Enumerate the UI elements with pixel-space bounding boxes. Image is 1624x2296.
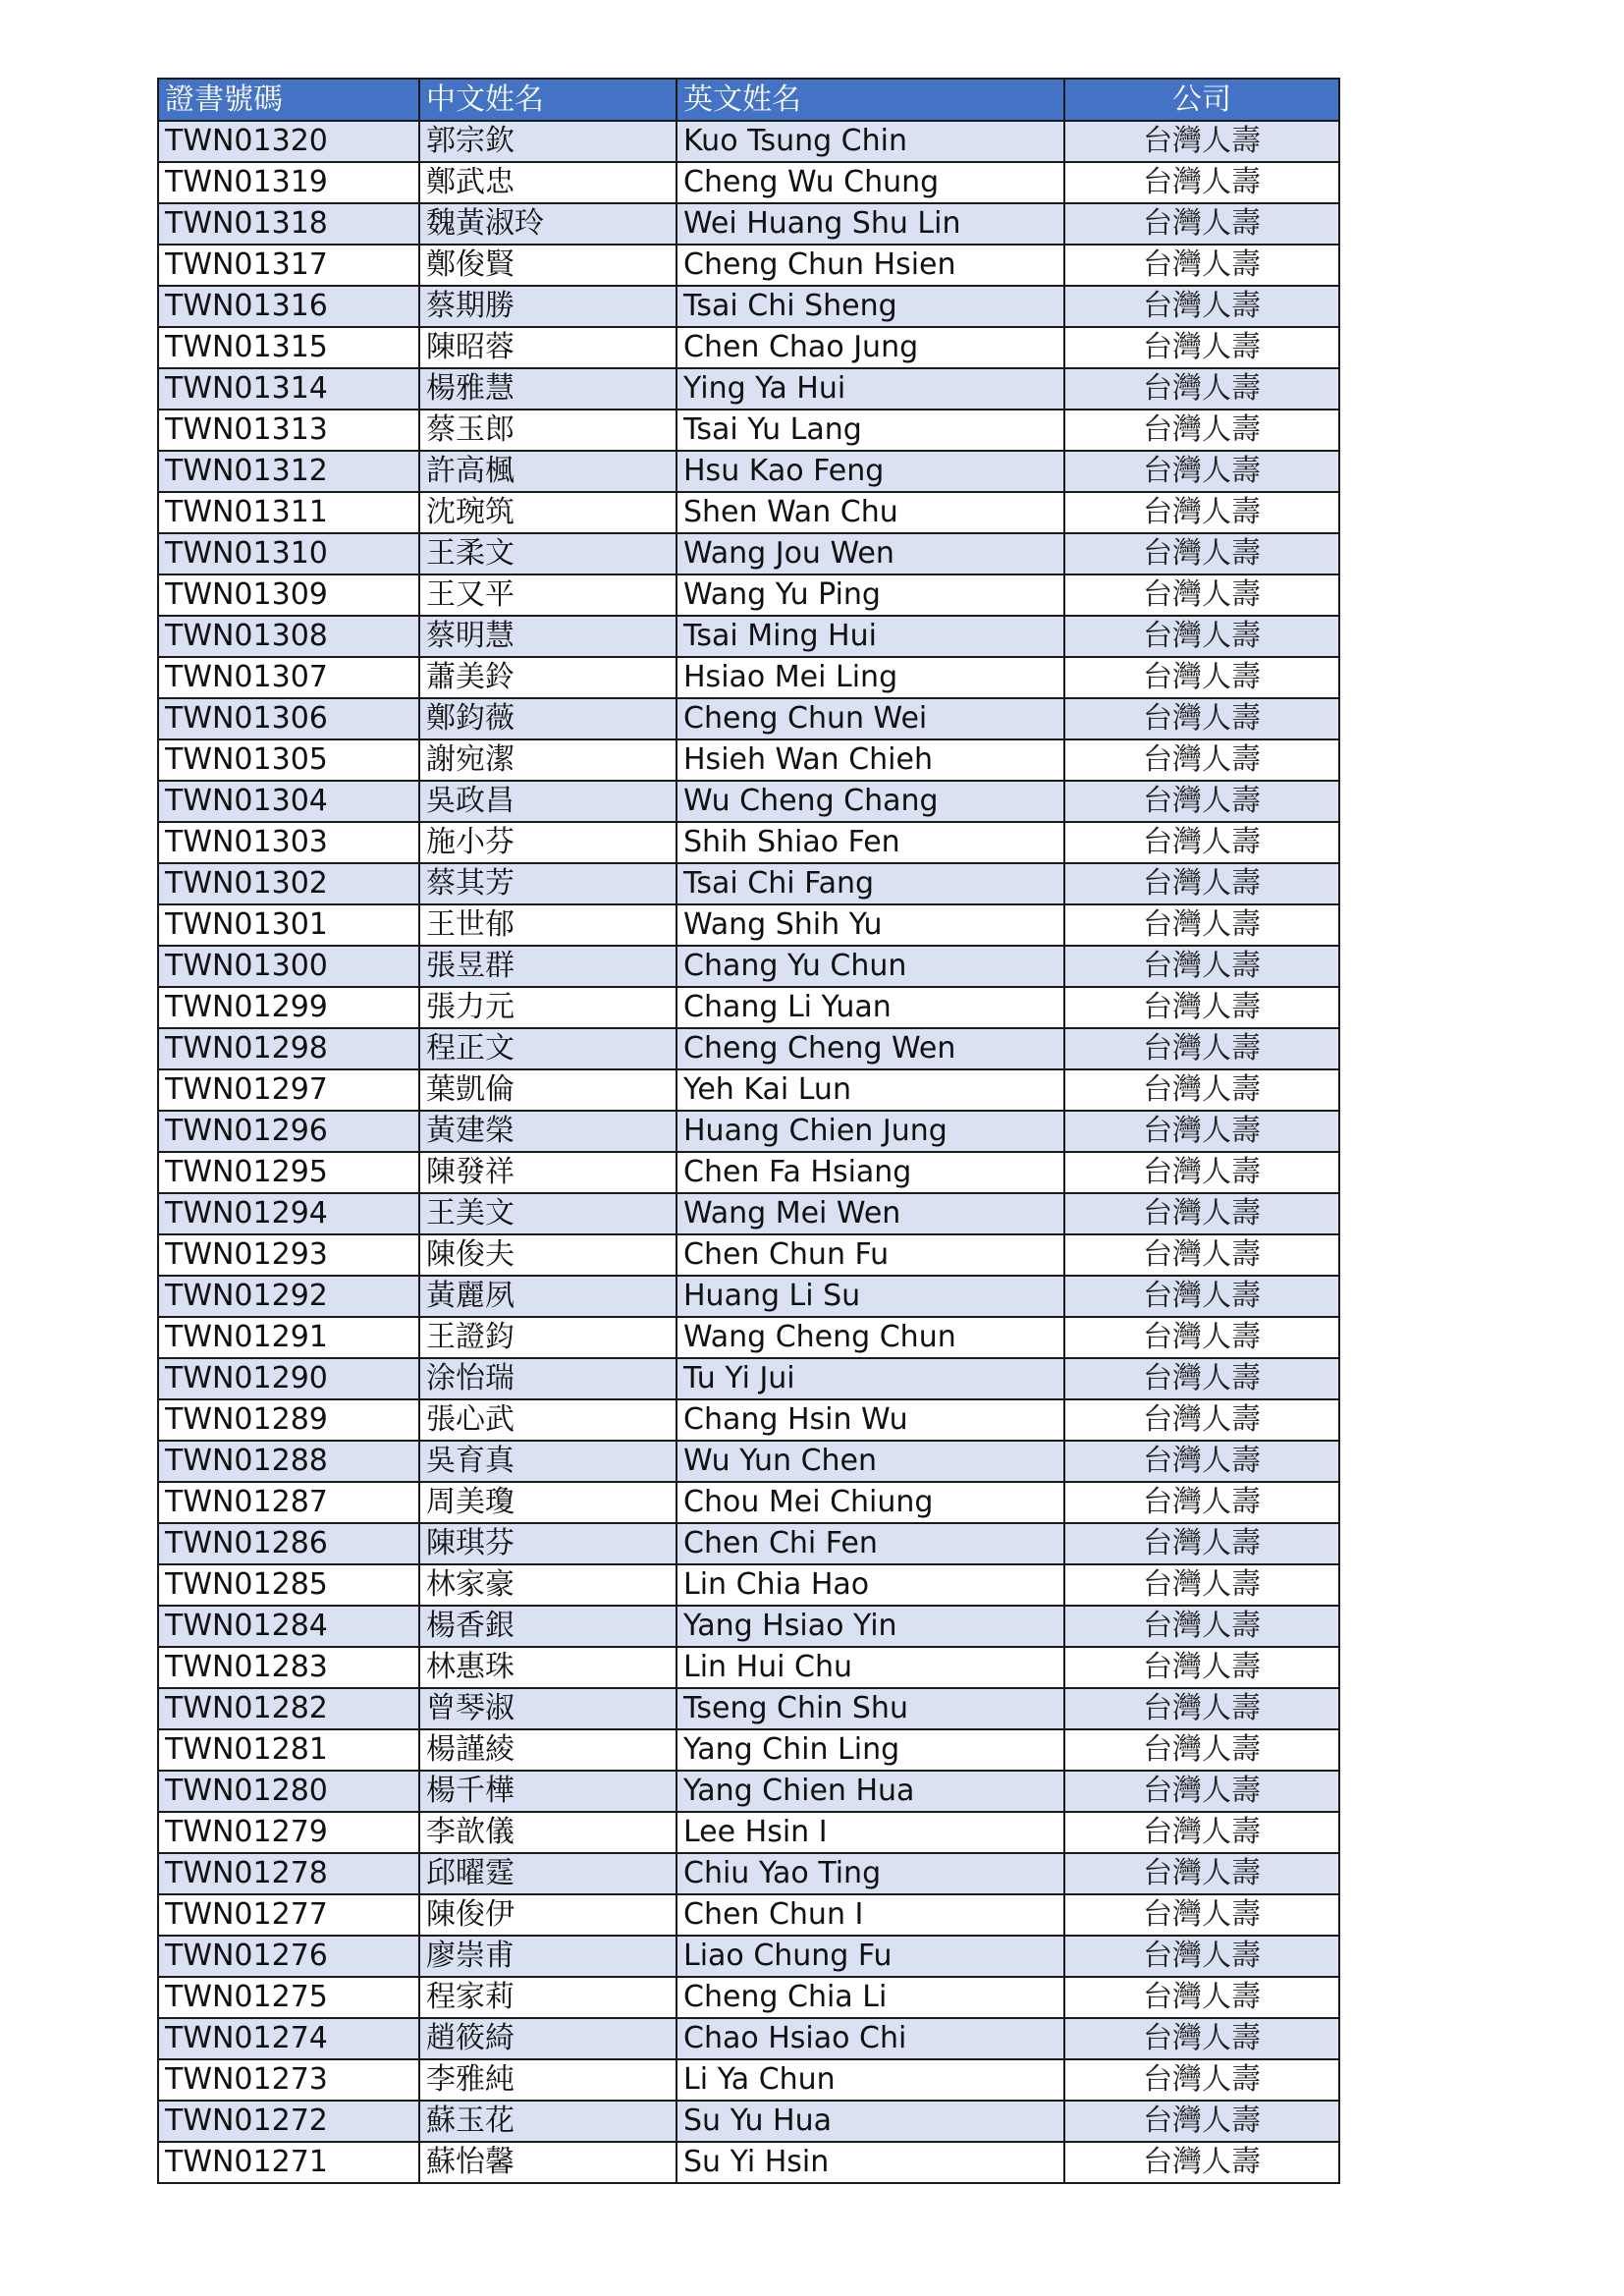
table-row xyxy=(158,1152,1339,1193)
cell-cert-no: TWN01280 xyxy=(158,1771,419,1812)
cell-chinese-name: 張昱群 xyxy=(419,946,677,987)
cell-english-name: Wu Yun Chen xyxy=(677,1441,1064,1482)
cell-company: 台灣人壽 xyxy=(1064,327,1339,368)
table-row xyxy=(158,1606,1339,1647)
cell-chinese-name: 陳發祥 xyxy=(419,1152,677,1193)
cell-english-name: Shih Shiao Fen xyxy=(677,822,1064,863)
table-row xyxy=(158,1688,1339,1729)
cell-chinese-name: 程家莉 xyxy=(419,1977,677,2018)
header-cert-no: 證書號碼 xyxy=(158,79,419,121)
table-row xyxy=(158,410,1339,451)
cell-cert-no: TWN01300 xyxy=(158,946,419,987)
cell-company: 台灣人壽 xyxy=(1064,1399,1339,1441)
cell-english-name: Huang Chien Jung xyxy=(677,1111,1064,1152)
table-row xyxy=(158,245,1339,286)
cell-chinese-name: 林家豪 xyxy=(419,1564,677,1606)
cell-company: 台灣人壽 xyxy=(1064,1606,1339,1647)
cell-company: 台灣人壽 xyxy=(1064,574,1339,616)
table-row xyxy=(158,451,1339,492)
cell-english-name: Cheng Cheng Wen xyxy=(677,1028,1064,1069)
cell-chinese-name: 王世郁 xyxy=(419,904,677,946)
cell-cert-no: TWN01272 xyxy=(158,2101,419,2142)
cell-cert-no: TWN01311 xyxy=(158,492,419,533)
table-row xyxy=(158,1399,1339,1441)
cell-english-name: Tsai Chi Fang xyxy=(677,863,1064,904)
cell-chinese-name: 謝宛潔 xyxy=(419,739,677,781)
cell-company: 台灣人壽 xyxy=(1064,1111,1339,1152)
cell-cert-no: TWN01297 xyxy=(158,1069,419,1111)
cell-chinese-name: 周美瓊 xyxy=(419,1482,677,1523)
cell-company: 台灣人壽 xyxy=(1064,1441,1339,1482)
cell-company: 台灣人壽 xyxy=(1064,451,1339,492)
cell-cert-no: TWN01281 xyxy=(158,1729,419,1771)
table-row xyxy=(158,1482,1339,1523)
cell-english-name: Cheng Wu Chung xyxy=(677,162,1064,203)
table-row xyxy=(158,1729,1339,1771)
table-row xyxy=(158,904,1339,946)
certificate-table xyxy=(157,78,1340,2184)
table-row xyxy=(158,1812,1339,1853)
table-row xyxy=(158,1771,1339,1812)
cell-chinese-name: 楊千樺 xyxy=(419,1771,677,1812)
cell-chinese-name: 葉凱倫 xyxy=(419,1069,677,1111)
cell-cert-no: TWN01310 xyxy=(158,533,419,574)
cell-company: 台灣人壽 xyxy=(1064,2101,1339,2142)
certificate-sheet xyxy=(157,78,1338,2184)
table-row xyxy=(158,574,1339,616)
cell-cert-no: TWN01304 xyxy=(158,781,419,822)
cell-cert-no: TWN01307 xyxy=(158,657,419,698)
table-row xyxy=(158,1069,1339,1111)
cell-english-name: Wang Yu Ping xyxy=(677,574,1064,616)
cell-company: 台灣人壽 xyxy=(1064,2059,1339,2101)
cell-english-name: Tu Yi Jui xyxy=(677,1358,1064,1399)
cell-chinese-name: 魏黃淑玲 xyxy=(419,203,677,245)
cell-chinese-name: 蔡其芳 xyxy=(419,863,677,904)
cell-chinese-name: 黃麗夙 xyxy=(419,1276,677,1317)
cell-chinese-name: 李雅純 xyxy=(419,2059,677,2101)
cell-chinese-name: 黃建榮 xyxy=(419,1111,677,1152)
cell-cert-no: TWN01316 xyxy=(158,286,419,327)
cell-cert-no: TWN01319 xyxy=(158,162,419,203)
cell-cert-no: TWN01318 xyxy=(158,203,419,245)
cell-company: 台灣人壽 xyxy=(1064,162,1339,203)
cell-chinese-name: 陳俊夫 xyxy=(419,1234,677,1276)
cell-cert-no: TWN01276 xyxy=(158,1936,419,1977)
table-row xyxy=(158,1977,1339,2018)
cell-english-name: Chang Yu Chun xyxy=(677,946,1064,987)
table-row xyxy=(158,863,1339,904)
cell-english-name: Su Yu Hua xyxy=(677,2101,1064,2142)
cell-company: 台灣人壽 xyxy=(1064,1564,1339,1606)
cell-company: 台灣人壽 xyxy=(1064,987,1339,1028)
cell-chinese-name: 王美文 xyxy=(419,1193,677,1234)
cell-english-name: Yeh Kai Lun xyxy=(677,1069,1064,1111)
cell-chinese-name: 蔡明慧 xyxy=(419,616,677,657)
table-row xyxy=(158,1193,1339,1234)
cell-company: 台灣人壽 xyxy=(1064,616,1339,657)
cell-english-name: Lee Hsin I xyxy=(677,1812,1064,1853)
cell-english-name: Huang Li Su xyxy=(677,1276,1064,1317)
cell-cert-no: TWN01286 xyxy=(158,1523,419,1564)
cell-cert-no: TWN01291 xyxy=(158,1317,419,1358)
table-row xyxy=(158,327,1339,368)
cell-english-name: Chao Hsiao Chi xyxy=(677,2018,1064,2059)
cell-chinese-name: 張心武 xyxy=(419,1399,677,1441)
cell-english-name: Chen Fa Hsiang xyxy=(677,1152,1064,1193)
table-row xyxy=(158,781,1339,822)
cell-chinese-name: 王又平 xyxy=(419,574,677,616)
table-row xyxy=(158,1441,1339,1482)
table-row xyxy=(158,1358,1339,1399)
cell-english-name: Ying Ya Hui xyxy=(677,368,1064,410)
table-row xyxy=(158,368,1339,410)
cell-english-name: Wu Cheng Chang xyxy=(677,781,1064,822)
cell-company: 台灣人壽 xyxy=(1064,822,1339,863)
cell-chinese-name: 楊謹綾 xyxy=(419,1729,677,1771)
cell-company: 台灣人壽 xyxy=(1064,1276,1339,1317)
cell-cert-no: TWN01305 xyxy=(158,739,419,781)
cell-chinese-name: 廖崇甫 xyxy=(419,1936,677,1977)
cell-chinese-name: 陳昭蓉 xyxy=(419,327,677,368)
cell-company: 台灣人壽 xyxy=(1064,121,1339,162)
table-row xyxy=(158,492,1339,533)
cell-cert-no: TWN01277 xyxy=(158,1894,419,1936)
cell-chinese-name: 蔡期勝 xyxy=(419,286,677,327)
cell-cert-no: TWN01302 xyxy=(158,863,419,904)
table-header xyxy=(158,79,1339,121)
cell-cert-no: TWN01284 xyxy=(158,1606,419,1647)
cell-cert-no: TWN01313 xyxy=(158,410,419,451)
cell-cert-no: TWN01289 xyxy=(158,1399,419,1441)
cell-chinese-name: 曾琴淑 xyxy=(419,1688,677,1729)
cell-company: 台灣人壽 xyxy=(1064,2142,1339,2183)
cell-english-name: Yang Chin Ling xyxy=(677,1729,1064,1771)
cell-english-name: Tseng Chin Shu xyxy=(677,1688,1064,1729)
cell-cert-no: TWN01275 xyxy=(158,1977,419,2018)
cell-cert-no: TWN01283 xyxy=(158,1647,419,1688)
cell-company: 台灣人壽 xyxy=(1064,904,1339,946)
table-row xyxy=(158,1853,1339,1894)
cell-chinese-name: 程正文 xyxy=(419,1028,677,1069)
table-row xyxy=(158,2101,1339,2142)
cell-company: 台灣人壽 xyxy=(1064,368,1339,410)
cell-cert-no: TWN01308 xyxy=(158,616,419,657)
cell-chinese-name: 蔡玉郎 xyxy=(419,410,677,451)
cell-english-name: Cheng Chun Hsien xyxy=(677,245,1064,286)
cell-company: 台灣人壽 xyxy=(1064,657,1339,698)
cell-company: 台灣人壽 xyxy=(1064,286,1339,327)
cell-chinese-name: 吳政昌 xyxy=(419,781,677,822)
cell-company: 台灣人壽 xyxy=(1064,533,1339,574)
table-row xyxy=(158,1936,1339,1977)
cell-english-name: Tsai Yu Lang xyxy=(677,410,1064,451)
cell-cert-no: TWN01309 xyxy=(158,574,419,616)
table-row xyxy=(158,822,1339,863)
cell-company: 台灣人壽 xyxy=(1064,1152,1339,1193)
cell-english-name: Tsai Ming Hui xyxy=(677,616,1064,657)
table-row xyxy=(158,203,1339,245)
cell-english-name: Kuo Tsung Chin xyxy=(677,121,1064,162)
cell-cert-no: TWN01295 xyxy=(158,1152,419,1193)
cell-english-name: Chiu Yao Ting xyxy=(677,1853,1064,1894)
table-row xyxy=(158,1564,1339,1606)
cell-english-name: Cheng Chun Wei xyxy=(677,698,1064,739)
cell-cert-no: TWN01293 xyxy=(158,1234,419,1276)
table-row xyxy=(158,2059,1339,2101)
cell-chinese-name: 陳俊伊 xyxy=(419,1894,677,1936)
cell-cert-no: TWN01303 xyxy=(158,822,419,863)
table-row xyxy=(158,616,1339,657)
cell-chinese-name: 林惠珠 xyxy=(419,1647,677,1688)
cell-cert-no: TWN01306 xyxy=(158,698,419,739)
cell-company: 台灣人壽 xyxy=(1064,1028,1339,1069)
cell-cert-no: TWN01317 xyxy=(158,245,419,286)
cell-english-name: Hsieh Wan Chieh xyxy=(677,739,1064,781)
cell-cert-no: TWN01282 xyxy=(158,1688,419,1729)
header-chinese-name: 中文姓名 xyxy=(419,79,677,121)
cell-cert-no: TWN01278 xyxy=(158,1853,419,1894)
cell-cert-no: TWN01273 xyxy=(158,2059,419,2101)
cell-chinese-name: 郭宗欽 xyxy=(419,121,677,162)
cell-company: 台灣人壽 xyxy=(1064,1771,1339,1812)
cell-company: 台灣人壽 xyxy=(1064,946,1339,987)
cell-company: 台灣人壽 xyxy=(1064,698,1339,739)
cell-company: 台灣人壽 xyxy=(1064,1647,1339,1688)
cell-english-name: Wang Jou Wen xyxy=(677,533,1064,574)
cell-english-name: Chen Chi Fen xyxy=(677,1523,1064,1564)
cell-chinese-name: 吳育真 xyxy=(419,1441,677,1482)
cell-chinese-name: 沈琬筑 xyxy=(419,492,677,533)
cell-english-name: Hsu Kao Feng xyxy=(677,451,1064,492)
cell-chinese-name: 楊香銀 xyxy=(419,1606,677,1647)
cell-chinese-name: 邱曜霆 xyxy=(419,1853,677,1894)
cell-english-name: Chang Li Yuan xyxy=(677,987,1064,1028)
cell-cert-no: TWN01315 xyxy=(158,327,419,368)
cell-chinese-name: 王柔文 xyxy=(419,533,677,574)
cell-company: 台灣人壽 xyxy=(1064,1317,1339,1358)
cell-company: 台灣人壽 xyxy=(1064,1234,1339,1276)
cell-chinese-name: 鄭鈞薇 xyxy=(419,698,677,739)
table-row xyxy=(158,2142,1339,2183)
cell-company: 台灣人壽 xyxy=(1064,1193,1339,1234)
cell-chinese-name: 蘇怡馨 xyxy=(419,2142,677,2183)
cell-cert-no: TWN01301 xyxy=(158,904,419,946)
cell-cert-no: TWN01287 xyxy=(158,1482,419,1523)
table-row xyxy=(158,739,1339,781)
table-row xyxy=(158,946,1339,987)
cell-company: 台灣人壽 xyxy=(1064,1729,1339,1771)
table-row xyxy=(158,1234,1339,1276)
cell-english-name: Wang Cheng Chun xyxy=(677,1317,1064,1358)
cell-cert-no: TWN01296 xyxy=(158,1111,419,1152)
cell-cert-no: TWN01285 xyxy=(158,1564,419,1606)
cell-company: 台灣人壽 xyxy=(1064,1688,1339,1729)
header-row xyxy=(158,79,1339,121)
cell-chinese-name: 鄭武忠 xyxy=(419,162,677,203)
cell-cert-no: TWN01290 xyxy=(158,1358,419,1399)
cell-company: 台灣人壽 xyxy=(1064,863,1339,904)
table-row xyxy=(158,987,1339,1028)
cell-cert-no: TWN01274 xyxy=(158,2018,419,2059)
header-english-name: 英文姓名 xyxy=(677,79,1064,121)
cell-chinese-name: 許高楓 xyxy=(419,451,677,492)
cell-company: 台灣人壽 xyxy=(1064,2018,1339,2059)
table-row xyxy=(158,533,1339,574)
cell-cert-no: TWN01320 xyxy=(158,121,419,162)
cell-company: 台灣人壽 xyxy=(1064,492,1339,533)
cell-chinese-name: 蕭美鈴 xyxy=(419,657,677,698)
cell-english-name: Yang Chien Hua xyxy=(677,1771,1064,1812)
cell-chinese-name: 鄭俊賢 xyxy=(419,245,677,286)
cell-company: 台灣人壽 xyxy=(1064,1358,1339,1399)
table-row xyxy=(158,1317,1339,1358)
table-row xyxy=(158,121,1339,162)
cell-company: 台灣人壽 xyxy=(1064,1894,1339,1936)
cell-chinese-name: 張力元 xyxy=(419,987,677,1028)
cell-chinese-name: 李歆儀 xyxy=(419,1812,677,1853)
header-company: 公司 xyxy=(1064,79,1339,121)
cell-english-name: Lin Chia Hao xyxy=(677,1564,1064,1606)
cell-cert-no: TWN01288 xyxy=(158,1441,419,1482)
cell-cert-no: TWN01312 xyxy=(158,451,419,492)
cell-chinese-name: 施小芬 xyxy=(419,822,677,863)
cell-company: 台灣人壽 xyxy=(1064,203,1339,245)
cell-english-name: Hsiao Mei Ling xyxy=(677,657,1064,698)
cell-company: 台灣人壽 xyxy=(1064,1523,1339,1564)
cell-english-name: Lin Hui Chu xyxy=(677,1647,1064,1688)
table-row xyxy=(158,2018,1339,2059)
cell-english-name: Li Ya Chun xyxy=(677,2059,1064,2101)
cell-company: 台灣人壽 xyxy=(1064,781,1339,822)
cell-english-name: Su Yi Hsin xyxy=(677,2142,1064,2183)
cell-chinese-name: 蘇玉花 xyxy=(419,2101,677,2142)
table-row xyxy=(158,1894,1339,1936)
cell-english-name: Cheng Chia Li xyxy=(677,1977,1064,2018)
cell-company: 台灣人壽 xyxy=(1064,410,1339,451)
cell-chinese-name: 王證鈞 xyxy=(419,1317,677,1358)
cell-company: 台灣人壽 xyxy=(1064,739,1339,781)
table-row xyxy=(158,1276,1339,1317)
table-row xyxy=(158,1111,1339,1152)
table-row xyxy=(158,1647,1339,1688)
cell-english-name: Chen Chao Jung xyxy=(677,327,1064,368)
cell-company: 台灣人壽 xyxy=(1064,245,1339,286)
cell-chinese-name: 涂怡瑞 xyxy=(419,1358,677,1399)
cell-company: 台灣人壽 xyxy=(1064,1482,1339,1523)
cell-company: 台灣人壽 xyxy=(1064,1853,1339,1894)
cell-company: 台灣人壽 xyxy=(1064,1977,1339,2018)
cell-cert-no: TWN01314 xyxy=(158,368,419,410)
cell-english-name: Tsai Chi Sheng xyxy=(677,286,1064,327)
cell-english-name: Liao Chung Fu xyxy=(677,1936,1064,1977)
cell-company: 台灣人壽 xyxy=(1064,1069,1339,1111)
cell-english-name: Chen Chun I xyxy=(677,1894,1064,1936)
cell-cert-no: TWN01279 xyxy=(158,1812,419,1853)
cell-chinese-name: 趙筱綺 xyxy=(419,2018,677,2059)
table-row xyxy=(158,1523,1339,1564)
cell-cert-no: TWN01298 xyxy=(158,1028,419,1069)
cell-english-name: Shen Wan Chu xyxy=(677,492,1064,533)
cell-cert-no: TWN01299 xyxy=(158,987,419,1028)
cell-english-name: Chang Hsin Wu xyxy=(677,1399,1064,1441)
cell-cert-no: TWN01294 xyxy=(158,1193,419,1234)
cell-english-name: Yang Hsiao Yin xyxy=(677,1606,1064,1647)
table-body xyxy=(158,121,1339,2183)
table-row xyxy=(158,162,1339,203)
table-row xyxy=(158,286,1339,327)
cell-english-name: Chou Mei Chiung xyxy=(677,1482,1064,1523)
table-row xyxy=(158,698,1339,739)
cell-cert-no: TWN01292 xyxy=(158,1276,419,1317)
cell-english-name: Chen Chun Fu xyxy=(677,1234,1064,1276)
table-row xyxy=(158,657,1339,698)
cell-english-name: Wang Mei Wen xyxy=(677,1193,1064,1234)
cell-english-name: Wei Huang Shu Lin xyxy=(677,203,1064,245)
cell-company: 台灣人壽 xyxy=(1064,1936,1339,1977)
cell-cert-no: TWN01271 xyxy=(158,2142,419,2183)
cell-english-name: Wang Shih Yu xyxy=(677,904,1064,946)
cell-chinese-name: 陳琪芬 xyxy=(419,1523,677,1564)
cell-company: 台灣人壽 xyxy=(1064,1812,1339,1853)
table-row xyxy=(158,1028,1339,1069)
cell-chinese-name: 楊雅慧 xyxy=(419,368,677,410)
